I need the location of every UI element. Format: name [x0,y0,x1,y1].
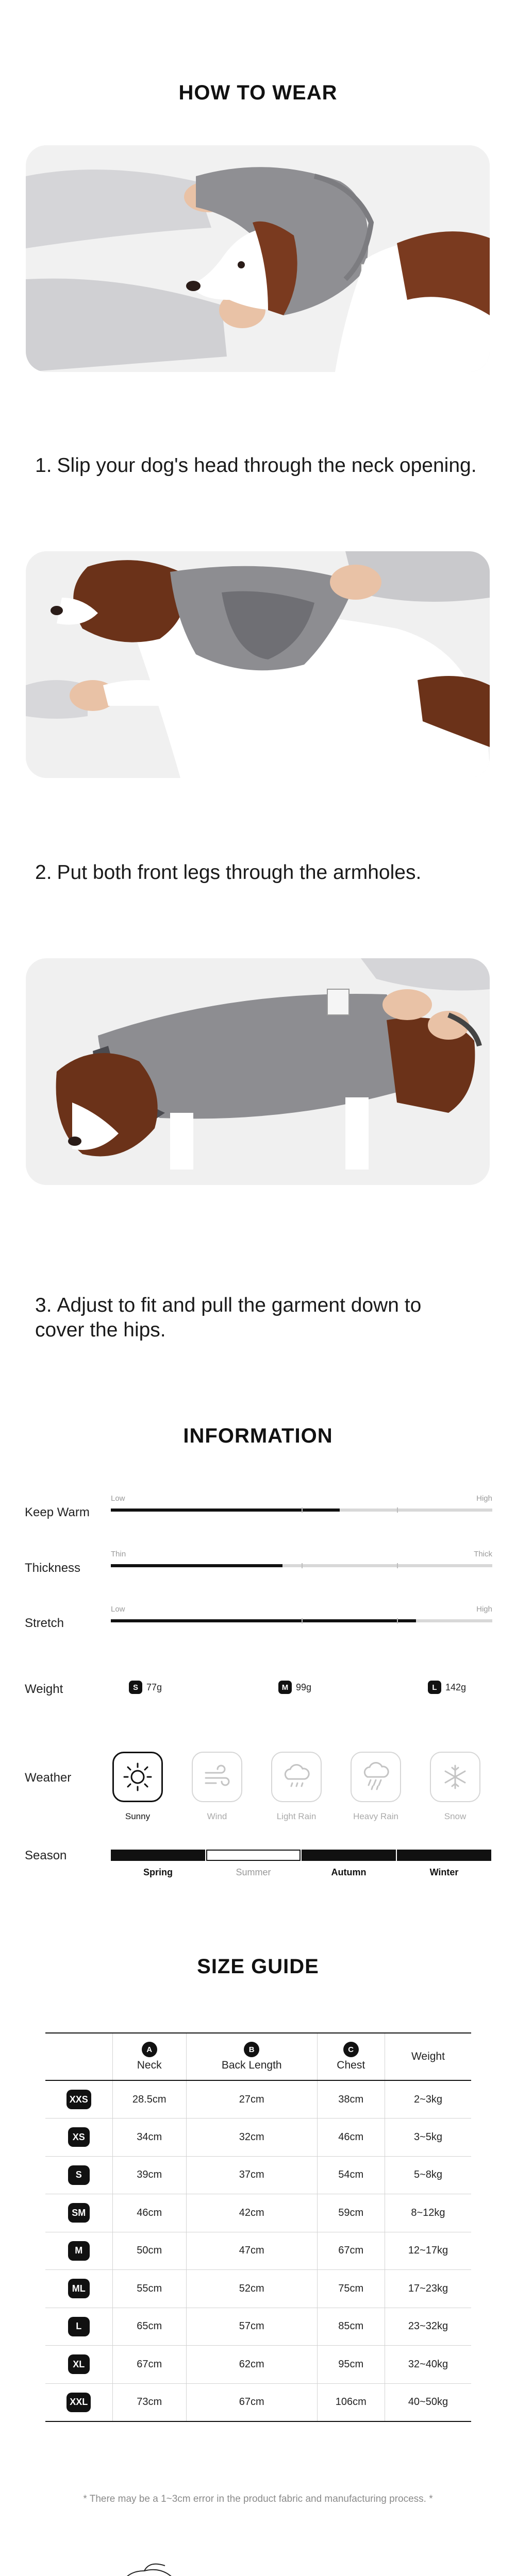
cell-back: 52cm [186,2270,317,2308]
cell-neck: 65cm [112,2308,186,2346]
season-bar-winter [397,1850,491,1861]
scale-tick [397,1563,398,1568]
step-2-text [35,860,489,885]
cell-neck: 39cm [112,2156,186,2194]
size-table-header [45,2033,471,2080]
scale-fill [111,1564,282,1567]
cell-back: 47cm [186,2232,317,2270]
size-chip: S [68,2165,90,2185]
weather-heavy-rain [351,1752,401,1802]
size-chip: ML [68,2279,90,2298]
cell-chest: 85cm [317,2308,385,2346]
weight-value: 99g [296,1682,312,1692]
wind-icon [202,1761,232,1792]
scale-bar [111,1550,492,1567]
table-row [45,2194,471,2232]
weather-snow [430,1752,480,1802]
col-letter-c: C [343,2042,359,2057]
scale-track [111,1564,492,1567]
season-autumn: Autumn [331,1867,367,1877]
step-1-description: Slip your dog's head through the neck opening. [57,454,477,477]
step-1-number: 1. [35,454,52,477]
cell-neck: 55cm [112,2270,186,2308]
scale-tick [302,1507,303,1513]
cell-chest: 75cm [317,2270,385,2308]
table-row [45,2080,471,2119]
scale-tick [397,1618,398,1623]
cell-weight: 8~12kg [385,2194,471,2232]
cell-neck: 50cm [112,2232,186,2270]
table-row [45,2156,471,2194]
header-chest [317,2033,385,2080]
season-spring: Spring [143,1867,173,1877]
heavy-rain-icon [360,1761,391,1792]
size-chip: XXS [66,2090,91,2109]
scale-low-label: Thin [111,1550,126,1558]
scale-label: Thickness [25,1561,81,1575]
season-label: Season [25,1849,67,1862]
col-name: Neck [137,2059,162,2071]
weather-heavy-rain-label: Heavy Rain [353,1811,398,1821]
size-chip: M [278,1681,292,1694]
size-guide-title: SIZE GUIDE [197,1955,319,1978]
weather-sunny-label: Sunny [125,1811,151,1821]
season-winter: Winter [429,1867,459,1877]
scale-low-label: Low [111,1494,125,1503]
season-bar-summer [206,1850,301,1861]
scale-label: Keep Warm [25,1505,90,1519]
step-3-photo [26,958,490,1185]
cell-back: 37cm [186,2156,317,2194]
scale-label: Stretch [25,1616,64,1630]
size-chip: L [428,1681,441,1694]
header-weight: Weight [385,2033,471,2080]
step-3-text [35,1293,473,1343]
cell-back: 57cm [186,2308,317,2346]
snowflake-icon [440,1761,471,1792]
table-row [45,2346,471,2384]
cell-weight: 5~8kg [385,2156,471,2194]
information-title: INFORMATION [183,1425,333,1447]
col-letter-a: A [142,2042,157,2057]
table-note: * There may be a 1~3cm error in the product fabric and manufacturing process. * [83,2494,433,2504]
cell-weight: 40~50kg [385,2383,471,2421]
scale-high-label: High [476,1605,492,1614]
cell-chest: 106cm [317,2383,385,2421]
cell-weight: 32~40kg [385,2346,471,2384]
step-1-text [35,453,489,478]
size-chip: L [68,2317,90,2336]
weight-item-m [278,1681,311,1694]
how-to-wear-title: HOW TO WEAR [178,81,338,104]
scale-tick [302,1618,303,1623]
cell-chest: 46cm [317,2119,385,2157]
size-chip: XXL [66,2393,91,2412]
cell-neck: 34cm [112,2119,186,2157]
season-bar-autumn [302,1850,396,1861]
weather-light-rain-label: Light Rain [276,1811,317,1821]
cell-neck: 28.5cm [112,2080,186,2119]
scale-low-label: Low [111,1605,125,1614]
weather-light-rain [271,1752,322,1802]
scale-tick [397,1507,398,1513]
cell-chest: 38cm [317,2080,385,2119]
step-1-photo [26,145,490,372]
cell-neck: 46cm [112,2194,186,2232]
scale-high-label: Thick [474,1550,492,1558]
cell-back: 67cm [186,2383,317,2421]
cell-neck: 73cm [112,2383,186,2421]
col-name: Chest [337,2059,365,2071]
header-size [45,2033,112,2080]
step-2-description: Put both front legs through the armholes. [57,861,422,884]
size-chip: S [129,1681,142,1694]
cell-weight: 3~5kg [385,2119,471,2157]
scale-fill [111,1509,340,1512]
weight-value: 142g [445,1682,467,1692]
scale-bar [111,1605,492,1622]
season-bar-spring [111,1850,205,1861]
sun-icon [122,1761,153,1792]
step-2-number: 2. [35,861,52,884]
table-row [45,2119,471,2157]
cell-chest: 95cm [317,2346,385,2384]
weather-wind [192,1752,242,1802]
dog-measurement-diagram [88,2555,448,2576]
cell-back: 42cm [186,2194,317,2232]
header-neck [112,2033,186,2080]
cell-weight: 23~32kg [385,2308,471,2346]
scale-fill [111,1619,416,1622]
cell-back: 62cm [186,2346,317,2384]
weather-wind-label: Wind [207,1811,227,1821]
size-table [45,2032,471,2422]
weather-label: Weather [25,1771,72,1785]
light-rain-icon [281,1761,312,1792]
scale-bar [111,1494,492,1512]
col-letter-b: B [244,2042,259,2057]
size-chip: SM [68,2203,90,2223]
size-chip: M [68,2241,90,2261]
table-row [45,2383,471,2421]
size-chip: XS [68,2127,90,2147]
col-name: Back Length [221,2059,282,2071]
step-3-number: 3. [35,1294,52,1316]
step-3-description: Adjust to fit and pull the garment down to cover the hips. [35,1294,422,1341]
cell-chest: 67cm [317,2232,385,2270]
cell-weight: 17~23kg [385,2270,471,2308]
header-back-length [186,2033,317,2080]
cell-weight: 12~17kg [385,2232,471,2270]
cell-back: 32cm [186,2119,317,2157]
table-row [45,2308,471,2346]
step-2-photo [26,551,490,778]
size-chip: XL [68,2354,90,2374]
cell-back: 27cm [186,2080,317,2119]
weight-item-l [428,1681,466,1694]
cell-chest: 59cm [317,2194,385,2232]
scale-track [111,1619,492,1622]
cell-neck: 67cm [112,2346,186,2384]
scale-tick [302,1563,303,1568]
weight-value: 77g [146,1682,162,1692]
table-row [45,2270,471,2308]
weight-item-s [129,1681,162,1694]
season-summer: Summer [236,1867,271,1877]
weather-snow-label: Snow [444,1811,467,1821]
cell-chest: 54cm [317,2156,385,2194]
weather-sunny [112,1752,163,1802]
scale-high-label: High [476,1494,492,1503]
table-row [45,2232,471,2270]
cell-weight: 2~3kg [385,2080,471,2119]
weight-label: Weight [25,1682,63,1696]
scale-track [111,1509,492,1512]
